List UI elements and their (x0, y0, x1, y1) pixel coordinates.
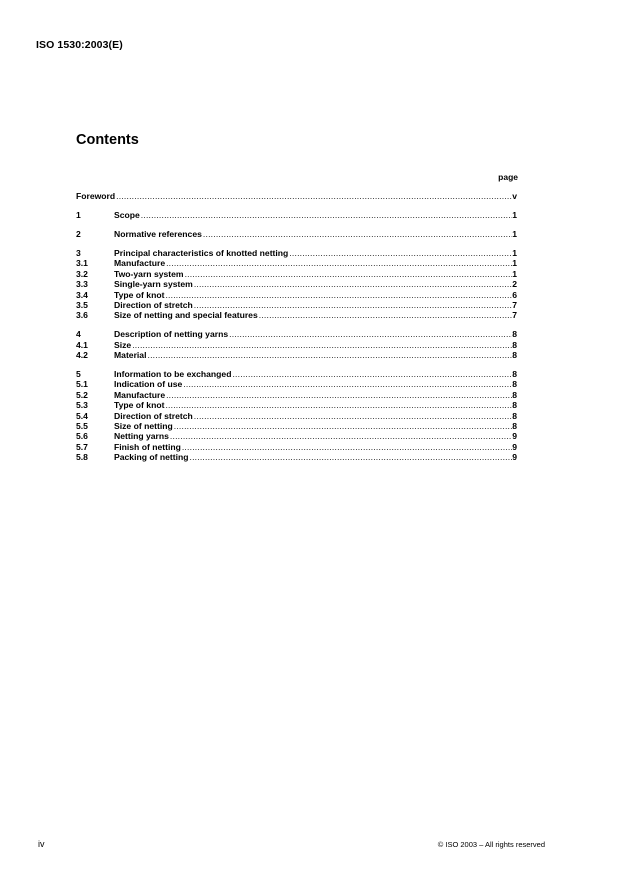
toc-entry-title: Packing of netting (114, 452, 189, 463)
toc-entry-number: 5.6 (76, 431, 88, 442)
toc-leader-dots (259, 310, 512, 320)
toc-leader-dots (147, 350, 512, 360)
footer-copyright: © ISO 2003 – All rights reserved (437, 840, 545, 849)
toc-leader-dots (182, 442, 512, 452)
toc-entry-number: 4.2 (76, 350, 88, 361)
toc-entry-page: 9 (512, 452, 517, 463)
toc-entry-page: v (512, 191, 517, 201)
toc-entry-page: 1 (512, 268, 517, 279)
toc-leader-dots (116, 191, 512, 201)
document-identifier: ISO 1530:2003(E) (36, 39, 123, 51)
table-of-contents (76, 191, 517, 463)
toc-leader-dots (185, 269, 513, 279)
toc-entry-number: 5.3 (76, 400, 88, 411)
toc-entry-title: Scope (114, 209, 140, 220)
toc-leader-dots (289, 248, 512, 258)
toc-entry-number: 3.4 (76, 289, 88, 300)
toc-entry-title: Two-yarn system (114, 268, 184, 279)
toc-entry-page: 9 (512, 441, 517, 452)
toc-entry-number: 3.2 (76, 268, 88, 279)
toc-entry-page: 7 (512, 299, 517, 310)
toc-entry-number: 3.3 (76, 279, 88, 290)
toc-entry-5-8[interactable] (76, 452, 517, 462)
toc-leader-dots (229, 329, 512, 339)
toc-leader-dots (165, 400, 512, 410)
toc-entry-number: 2 (76, 228, 81, 239)
toc-entry-page: 2 (512, 279, 517, 290)
toc-entry-5-5[interactable] (76, 421, 517, 431)
toc-entry-page: 1 (512, 228, 517, 239)
toc-entry-5-7[interactable] (76, 442, 517, 452)
toc-entry-title: Type of knot (114, 289, 165, 300)
toc-entry-number: 5.5 (76, 421, 88, 431)
toc-entry-3-4[interactable] (76, 290, 517, 300)
toc-entry-number: 5 (76, 369, 81, 380)
page-column-label: page (498, 172, 518, 182)
toc-entry-5-4[interactable] (76, 411, 517, 421)
toc-entry-title: Size of netting (114, 421, 173, 431)
toc-entry-5-2[interactable] (76, 390, 517, 400)
toc-entry-title: Size of netting and special features (114, 310, 258, 321)
toc-entry-foreword[interactable] (76, 191, 517, 201)
toc-entry-number: 3.1 (76, 258, 88, 269)
toc-entry-number: 3.5 (76, 299, 88, 310)
toc-leader-dots (166, 390, 512, 400)
toc-entry-number: 5.8 (76, 452, 88, 463)
toc-entry-title: Single-yarn system (114, 279, 193, 290)
toc-entry-title: Principal characteristics of knotted netting (114, 247, 289, 258)
toc-entry-title: Type of knot (114, 400, 165, 411)
toc-entry-page: 9 (512, 431, 517, 442)
toc-entry-title: Direction of stretch (114, 299, 193, 310)
toc-entry-5-6[interactable] (76, 431, 517, 441)
toc-entry-page: 8 (512, 339, 517, 350)
toc-entry-title: Netting yarns (114, 431, 169, 442)
toc-entry-number: 4.1 (76, 339, 88, 350)
toc-entry-5-3[interactable] (76, 400, 517, 410)
toc-leader-dots (141, 210, 512, 220)
toc-entry-title: Manufacture (114, 389, 166, 400)
toc-entry-page: 8 (512, 410, 517, 421)
toc-leader-dots (203, 229, 512, 239)
toc-leader-dots (232, 369, 512, 379)
toc-entry-title: Normative references (114, 228, 202, 239)
toc-entry-5[interactable] (76, 369, 517, 379)
toc-leader-dots (189, 452, 512, 462)
toc-leader-dots (170, 431, 512, 441)
toc-leader-dots (166, 258, 512, 268)
toc-entry-page: 8 (512, 421, 517, 431)
toc-entry-page: 6 (512, 289, 517, 300)
toc-leader-dots (174, 421, 512, 431)
toc-entry-page: 8 (512, 369, 517, 380)
toc-entry-page: 8 (512, 379, 517, 390)
toc-entry-page: 8 (512, 400, 517, 411)
toc-entry-5-1[interactable] (76, 379, 517, 389)
toc-entry-title: Manufacture (114, 258, 166, 269)
toc-entry-title: Material (114, 350, 147, 361)
toc-entry-page: 8 (512, 350, 517, 361)
toc-entry-1[interactable] (76, 210, 517, 220)
toc-entry-3[interactable] (76, 248, 517, 258)
toc-entry-3-5[interactable] (76, 300, 517, 310)
toc-leader-dots (194, 300, 512, 310)
toc-entry-title: Size (114, 339, 132, 350)
toc-entry-3-6[interactable] (76, 310, 517, 320)
toc-entry-title: Description of netting yarns (114, 329, 229, 340)
toc-entry-number: 5.1 (76, 379, 88, 390)
toc-entry-page: 1 (512, 247, 517, 258)
toc-entry-2[interactable] (76, 229, 517, 239)
toc-entry-page: 1 (512, 258, 517, 269)
toc-entry-title: Information to be exchanged (114, 369, 232, 380)
toc-entry-3-1[interactable] (76, 258, 517, 268)
toc-entry-page: 8 (512, 389, 517, 400)
toc-entry-3-2[interactable] (76, 269, 517, 279)
toc-entry-number: 5.7 (76, 441, 88, 452)
toc-entry-title: Indication of use (114, 379, 183, 390)
toc-leader-dots (132, 340, 512, 350)
contents-heading: Contents (76, 132, 139, 148)
toc-entry-page: 8 (512, 329, 517, 340)
toc-entry-3-3[interactable] (76, 279, 517, 289)
toc-entry-4[interactable] (76, 329, 517, 339)
toc-entry-title: Direction of stretch (114, 410, 193, 421)
toc-entry-number: 5.4 (76, 410, 88, 421)
toc-entry-number: 1 (76, 209, 81, 220)
toc-entry-4-1[interactable] (76, 340, 517, 350)
toc-leader-dots (165, 290, 512, 300)
toc-entry-number: 3 (76, 247, 81, 258)
toc-leader-dots (183, 379, 512, 389)
toc-entry-page: 1 (512, 209, 517, 220)
toc-entry-number: 4 (76, 329, 81, 340)
footer-page-number: iv (38, 839, 45, 849)
toc-entry-number: 5.2 (76, 389, 88, 400)
toc-entry-title: Finish of netting (114, 441, 181, 452)
toc-leader-dots (194, 411, 512, 421)
toc-entry-title: Foreword (76, 191, 116, 201)
toc-entry-4-2[interactable] (76, 350, 517, 360)
toc-entry-number: 3.6 (76, 310, 88, 321)
toc-leader-dots (194, 279, 512, 289)
toc-entry-page: 7 (512, 310, 517, 321)
